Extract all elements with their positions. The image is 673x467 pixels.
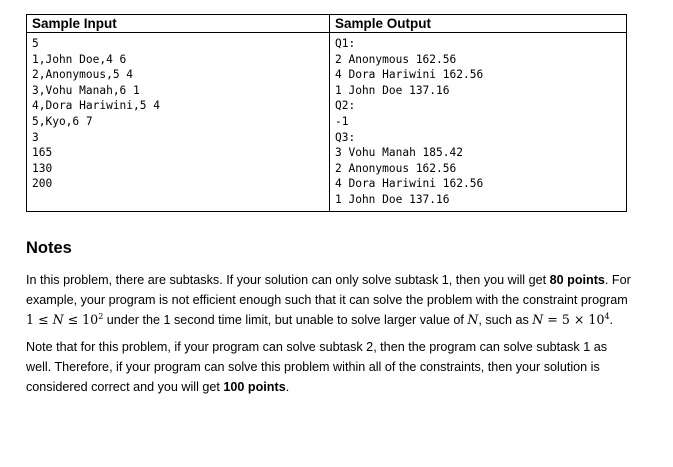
variable-n (467, 312, 478, 327)
sample-output-line: 3 Vohu Manah 185.42 (335, 146, 463, 160)
formula-exponent: 4 (604, 312, 610, 321)
sample-table-header-row (27, 15, 627, 33)
notes-text: . For example, your program is not efficient enough such that it can solve the problem with the constraint program (26, 273, 631, 307)
points-80-emphasis: 80 points (549, 273, 605, 287)
sample-output-line: 4 Dora Hariwini 162.56 (335, 177, 484, 191)
notes-paragraph-subtasks (26, 270, 632, 330)
points-100-emphasis: 100 points (223, 380, 286, 394)
sample-output-line: Q1: (335, 37, 356, 50)
sample-input-line: 5 (32, 37, 39, 50)
notes-text: In this problem, there are subtasks. If your solution can only solve subtask 1, then you will get (26, 273, 550, 287)
notes-text: Note that for this problem, if your program can solve subtask 2, then the program can solve subtask 1 as well. Therefore, if your program can solve this problem within all of the constraints, then your solution is considered correct and you will get (26, 340, 608, 394)
sample-output-line: Q3: (335, 130, 356, 144)
formula-variable: N (52, 312, 64, 327)
sample-input-line: 4,Dora Hariwini,5 4 (32, 99, 160, 113)
sample-output-line: 2 Anonymous 162.56 (335, 161, 457, 175)
sample-input-header: Sample Input (27, 15, 330, 33)
formula-part: 1 ≤ (26, 312, 53, 327)
sample-io-table (26, 14, 627, 212)
sample-input-line: 200 (32, 177, 53, 191)
formula-part: = 5 × 10 (543, 312, 605, 327)
sample-output-header: Sample Output (330, 15, 627, 33)
formula-exponent: 2 (98, 312, 104, 321)
constraint-formula (26, 312, 103, 327)
sample-input-line: 2,Anonymous,5 4 (32, 68, 134, 82)
sample-input-line: 5,Kyo,6 7 (32, 114, 93, 128)
sample-input-line: 130 (32, 161, 53, 175)
sample-input-line: 1,John Doe,4 6 (32, 52, 127, 66)
sample-input-cell (27, 33, 330, 212)
example-formula (532, 312, 609, 327)
notes-paragraph-scoring (26, 337, 632, 397)
sample-output-line: 2 Anonymous 162.56 (335, 52, 457, 66)
formula-variable: N (467, 312, 479, 327)
notes-text: . (285, 380, 290, 394)
sample-output-line: 4 Dora Hariwini 162.56 (335, 68, 484, 82)
sample-output-line: 1 John Doe 137.16 (335, 192, 450, 206)
sample-output-cell (330, 33, 627, 212)
notes-text: , such as (478, 313, 533, 327)
formula-part: ≤ 10 (63, 312, 99, 327)
sample-input-line: 3 (32, 130, 39, 144)
sample-input-line: 3,Vohu Manah,6 1 (32, 83, 140, 97)
formula-variable: N (532, 312, 544, 327)
sample-output-line: -1 (335, 114, 349, 128)
sample-table-body-row (27, 33, 627, 212)
sample-input-line: 165 (32, 146, 53, 160)
notes-heading: Notes (26, 239, 72, 257)
notes-text: . (609, 313, 614, 327)
sample-output-line: Q2: (335, 99, 356, 113)
sample-output-line: 1 John Doe 137.16 (335, 83, 450, 97)
notes-text: under the 1 second time limit, but unable to solve larger value of (103, 313, 468, 327)
notes-section (26, 238, 632, 397)
